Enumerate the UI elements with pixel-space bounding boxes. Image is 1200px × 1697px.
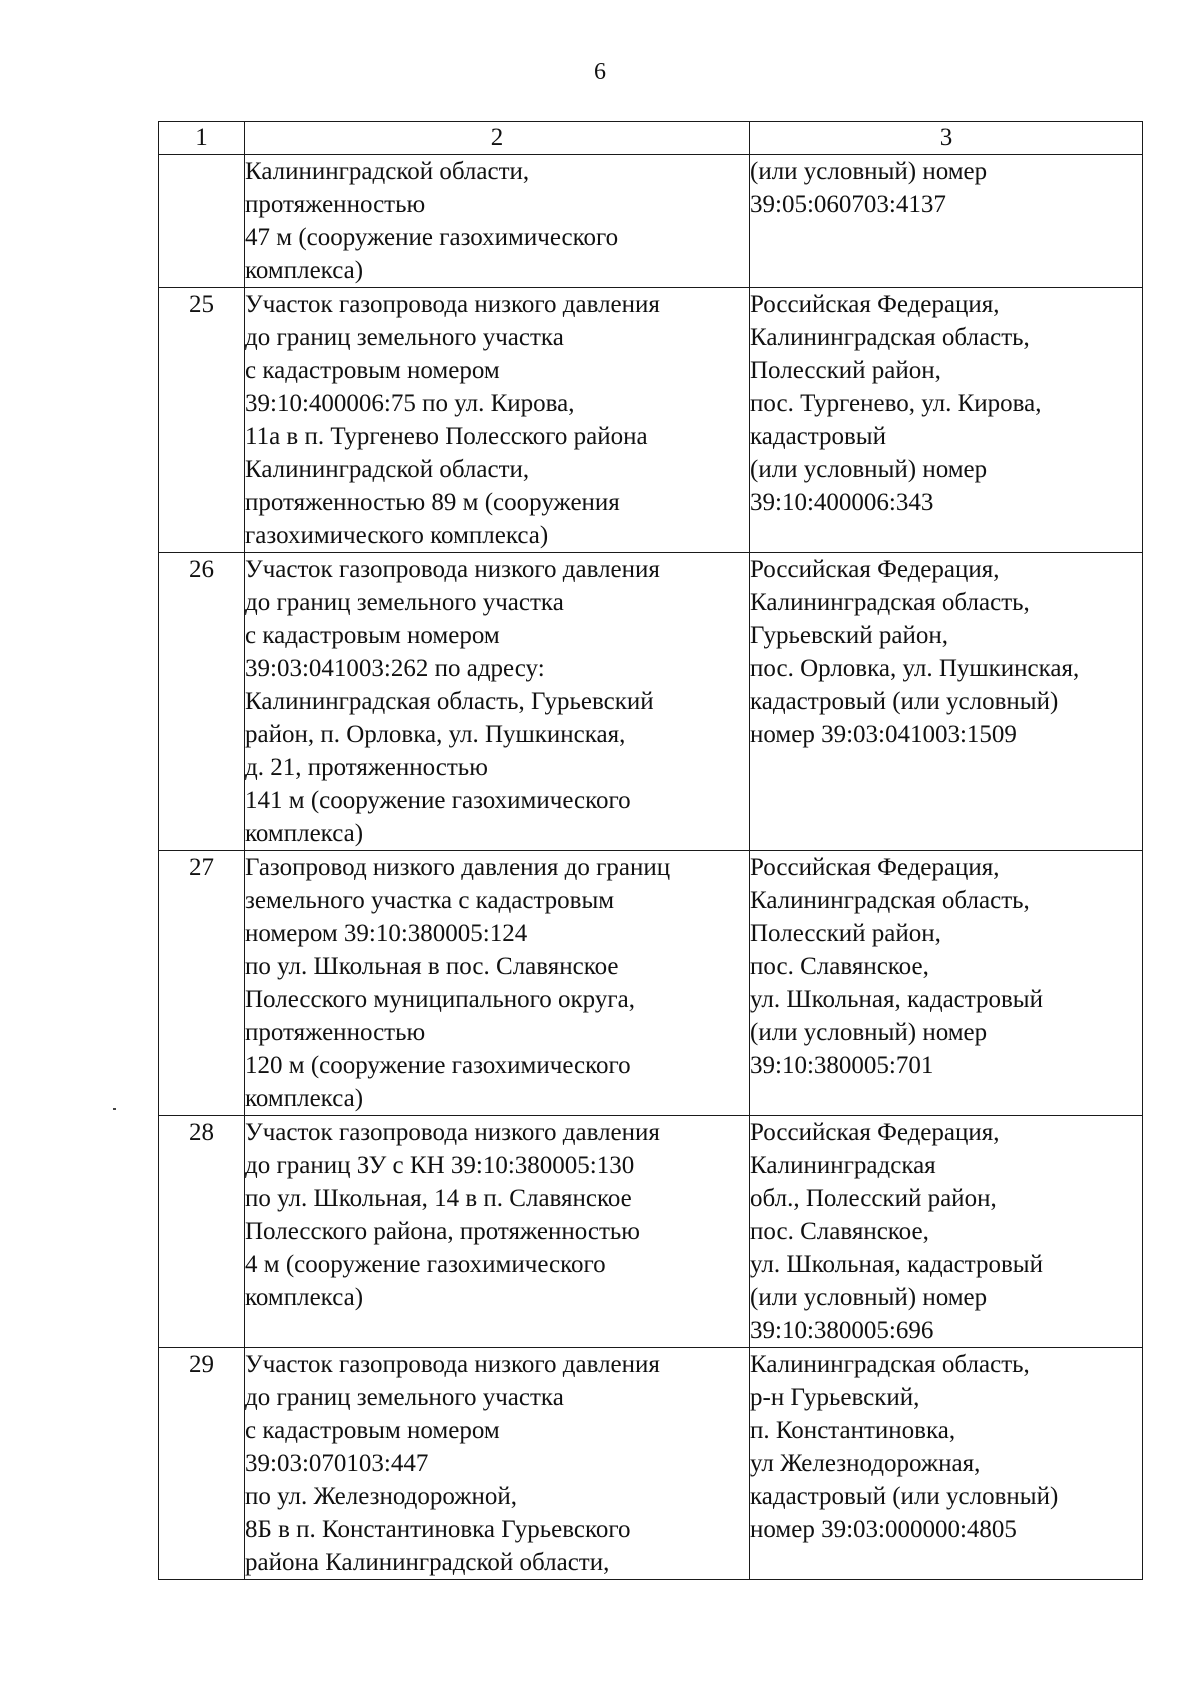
address-line: номер 39:03:041003:1509 <box>750 721 1017 748</box>
description-line: протяженностью <box>245 1019 426 1046</box>
description-line: с кадастровым номером <box>245 1417 500 1444</box>
description-line: 39:03:041003:262 по адресу: <box>245 655 545 682</box>
description-line: Полесского района, протяженностью <box>245 1218 640 1245</box>
description-line: газохимического комплекса) <box>245 522 549 549</box>
address-line: Калининградская <box>750 1152 936 1179</box>
description-line: 120 м (сооружение газохимического <box>245 1052 631 1079</box>
header-col-1: 1 <box>159 122 245 155</box>
row-number: 28 <box>159 1116 245 1348</box>
description-line: до границ ЗУ с КН 39:10:380005:130 <box>245 1152 635 1179</box>
table-row <box>159 553 1143 851</box>
description-line: протяженностью <box>245 191 426 218</box>
description-line: д. 21, протяженностью <box>245 754 488 781</box>
address-line: обл., Полесский район, <box>750 1185 997 1212</box>
description-line: земельного участка с кадастровым <box>245 887 615 914</box>
description-line: номером 39:10:380005:124 <box>245 920 528 947</box>
address-line: (или условный) номер <box>750 456 988 483</box>
address-line: Калининградская область, <box>750 589 1030 616</box>
address-line: Российская Федерация, <box>750 291 1000 318</box>
row-address <box>750 553 1143 851</box>
description-line: 8Б в п. Константиновка Гурьевского <box>245 1516 631 1543</box>
description-line: Калининградской области, <box>245 456 530 483</box>
address-line: пос. Тургенево, ул. Кирова, <box>750 390 1042 417</box>
description-line: 39:03:070103:447 <box>245 1450 429 1477</box>
description-line: Газопровод низкого давления до границ <box>245 854 671 881</box>
row-description <box>245 553 750 851</box>
header-row <box>159 122 1143 155</box>
table-header <box>159 122 1143 155</box>
address-line: Калининградская область, <box>750 887 1030 914</box>
address-line: п. Константиновка, <box>750 1417 956 1444</box>
address-line: Полесский район, <box>750 920 941 947</box>
description-line: Участок газопровода низкого давления <box>245 291 660 318</box>
row-address <box>750 155 1143 288</box>
address-line: Калининградская область, <box>750 324 1030 351</box>
description-line: комплекса) <box>245 1284 364 1311</box>
address-line: Полесский район, <box>750 357 941 384</box>
address-line: 39:10:380005:701 <box>750 1052 934 1079</box>
description-line: комплекса) <box>245 1085 364 1112</box>
address-line: (или условный) номер <box>750 158 988 185</box>
description-line: до границ земельного участка <box>245 589 564 616</box>
description-line: район, п. Орловка, ул. Пушкинская, <box>245 721 626 748</box>
row-description <box>245 155 750 288</box>
row-address <box>750 851 1143 1116</box>
table-row <box>159 1116 1143 1348</box>
description-line: Участок газопровода низкого давления <box>245 1351 660 1378</box>
description-line: с кадастровым номером <box>245 357 500 384</box>
registry-table <box>158 121 1143 1580</box>
address-line: кадастровый (или условный) <box>750 688 1059 715</box>
row-number: 26 <box>159 553 245 851</box>
address-line: пос. Орловка, ул. Пушкинская, <box>750 655 1080 682</box>
address-line: кадастровый <box>750 423 886 450</box>
address-line: Гурьевский район, <box>750 622 949 649</box>
row-description <box>245 1348 750 1580</box>
description-line: района Калининградской области, <box>245 1549 610 1576</box>
row-description <box>245 851 750 1116</box>
address-line: Российская Федерация, <box>750 1119 1000 1146</box>
page-number: 6 <box>594 59 606 85</box>
description-line: Участок газопровода низкого давления <box>245 1119 660 1146</box>
description-line: 11а в п. Тургенево Полесского района <box>245 423 648 450</box>
description-line: до границ земельного участка <box>245 1384 564 1411</box>
description-line: протяженностью 89 м (сооружения <box>245 489 620 516</box>
table-row <box>159 155 1143 288</box>
row-address <box>750 1116 1143 1348</box>
description-line: Участок газопровода низкого давления <box>245 556 660 583</box>
address-line: Российская Федерация, <box>750 556 1000 583</box>
row-address <box>750 1348 1143 1580</box>
description-line: комплекса) <box>245 257 364 284</box>
address-line: ул Железнодорожная, <box>750 1450 981 1477</box>
table-row <box>159 1348 1143 1580</box>
address-line: 39:10:380005:696 <box>750 1317 934 1344</box>
description-line: Калининградской области, <box>245 158 530 185</box>
address-line: кадастровый (или условный) <box>750 1483 1059 1510</box>
row-number: 25 <box>159 288 245 553</box>
address-line: номер 39:03:000000:4805 <box>750 1516 1017 1543</box>
address-line: пос. Славянское, <box>750 1218 929 1245</box>
description-line: с кадастровым номером <box>245 622 500 649</box>
row-number <box>159 155 245 288</box>
row-address <box>750 288 1143 553</box>
description-line: 4 м (сооружение газохимического <box>245 1251 606 1278</box>
address-line: 39:05:060703:4137 <box>750 191 946 218</box>
header-col-3: 3 <box>750 122 1143 155</box>
description-line: по ул. Железнодорожной, <box>245 1483 518 1510</box>
description-line: по ул. Школьная в пос. Славянское <box>245 953 619 980</box>
row-number: 29 <box>159 1348 245 1580</box>
address-line: ул. Школьная, кадастровый <box>750 986 1043 1013</box>
row-number: 27 <box>159 851 245 1116</box>
scan-speck <box>113 1108 116 1110</box>
description-line: 47 м (сооружение газохимического <box>245 224 619 251</box>
description-line: 39:10:400006:75 по ул. Кирова, <box>245 390 575 417</box>
address-line: 39:10:400006:343 <box>750 489 934 516</box>
address-line: Российская Федерация, <box>750 854 1000 881</box>
description-line: до границ земельного участка <box>245 324 564 351</box>
description-line: по ул. Школьная, 14 в п. Славянское <box>245 1185 632 1212</box>
address-line: р-н Гурьевский, <box>750 1384 920 1411</box>
address-line: (или условный) номер <box>750 1284 988 1311</box>
description-line: Калининградская область, Гурьевский <box>245 688 654 715</box>
address-line: ул. Школьная, кадастровый <box>750 1251 1043 1278</box>
address-line: пос. Славянское, <box>750 953 929 980</box>
description-line: 141 м (сооружение газохимического <box>245 787 631 814</box>
description-line: комплекса) <box>245 820 364 847</box>
row-description <box>245 1116 750 1348</box>
table-row <box>159 288 1143 553</box>
table-body <box>159 155 1143 1580</box>
address-line: (или условный) номер <box>750 1019 988 1046</box>
address-line: Калининградская область, <box>750 1351 1030 1378</box>
table-row <box>159 851 1143 1116</box>
header-col-2: 2 <box>245 122 750 155</box>
row-description <box>245 288 750 553</box>
description-line: Полесского муниципального округа, <box>245 986 635 1013</box>
